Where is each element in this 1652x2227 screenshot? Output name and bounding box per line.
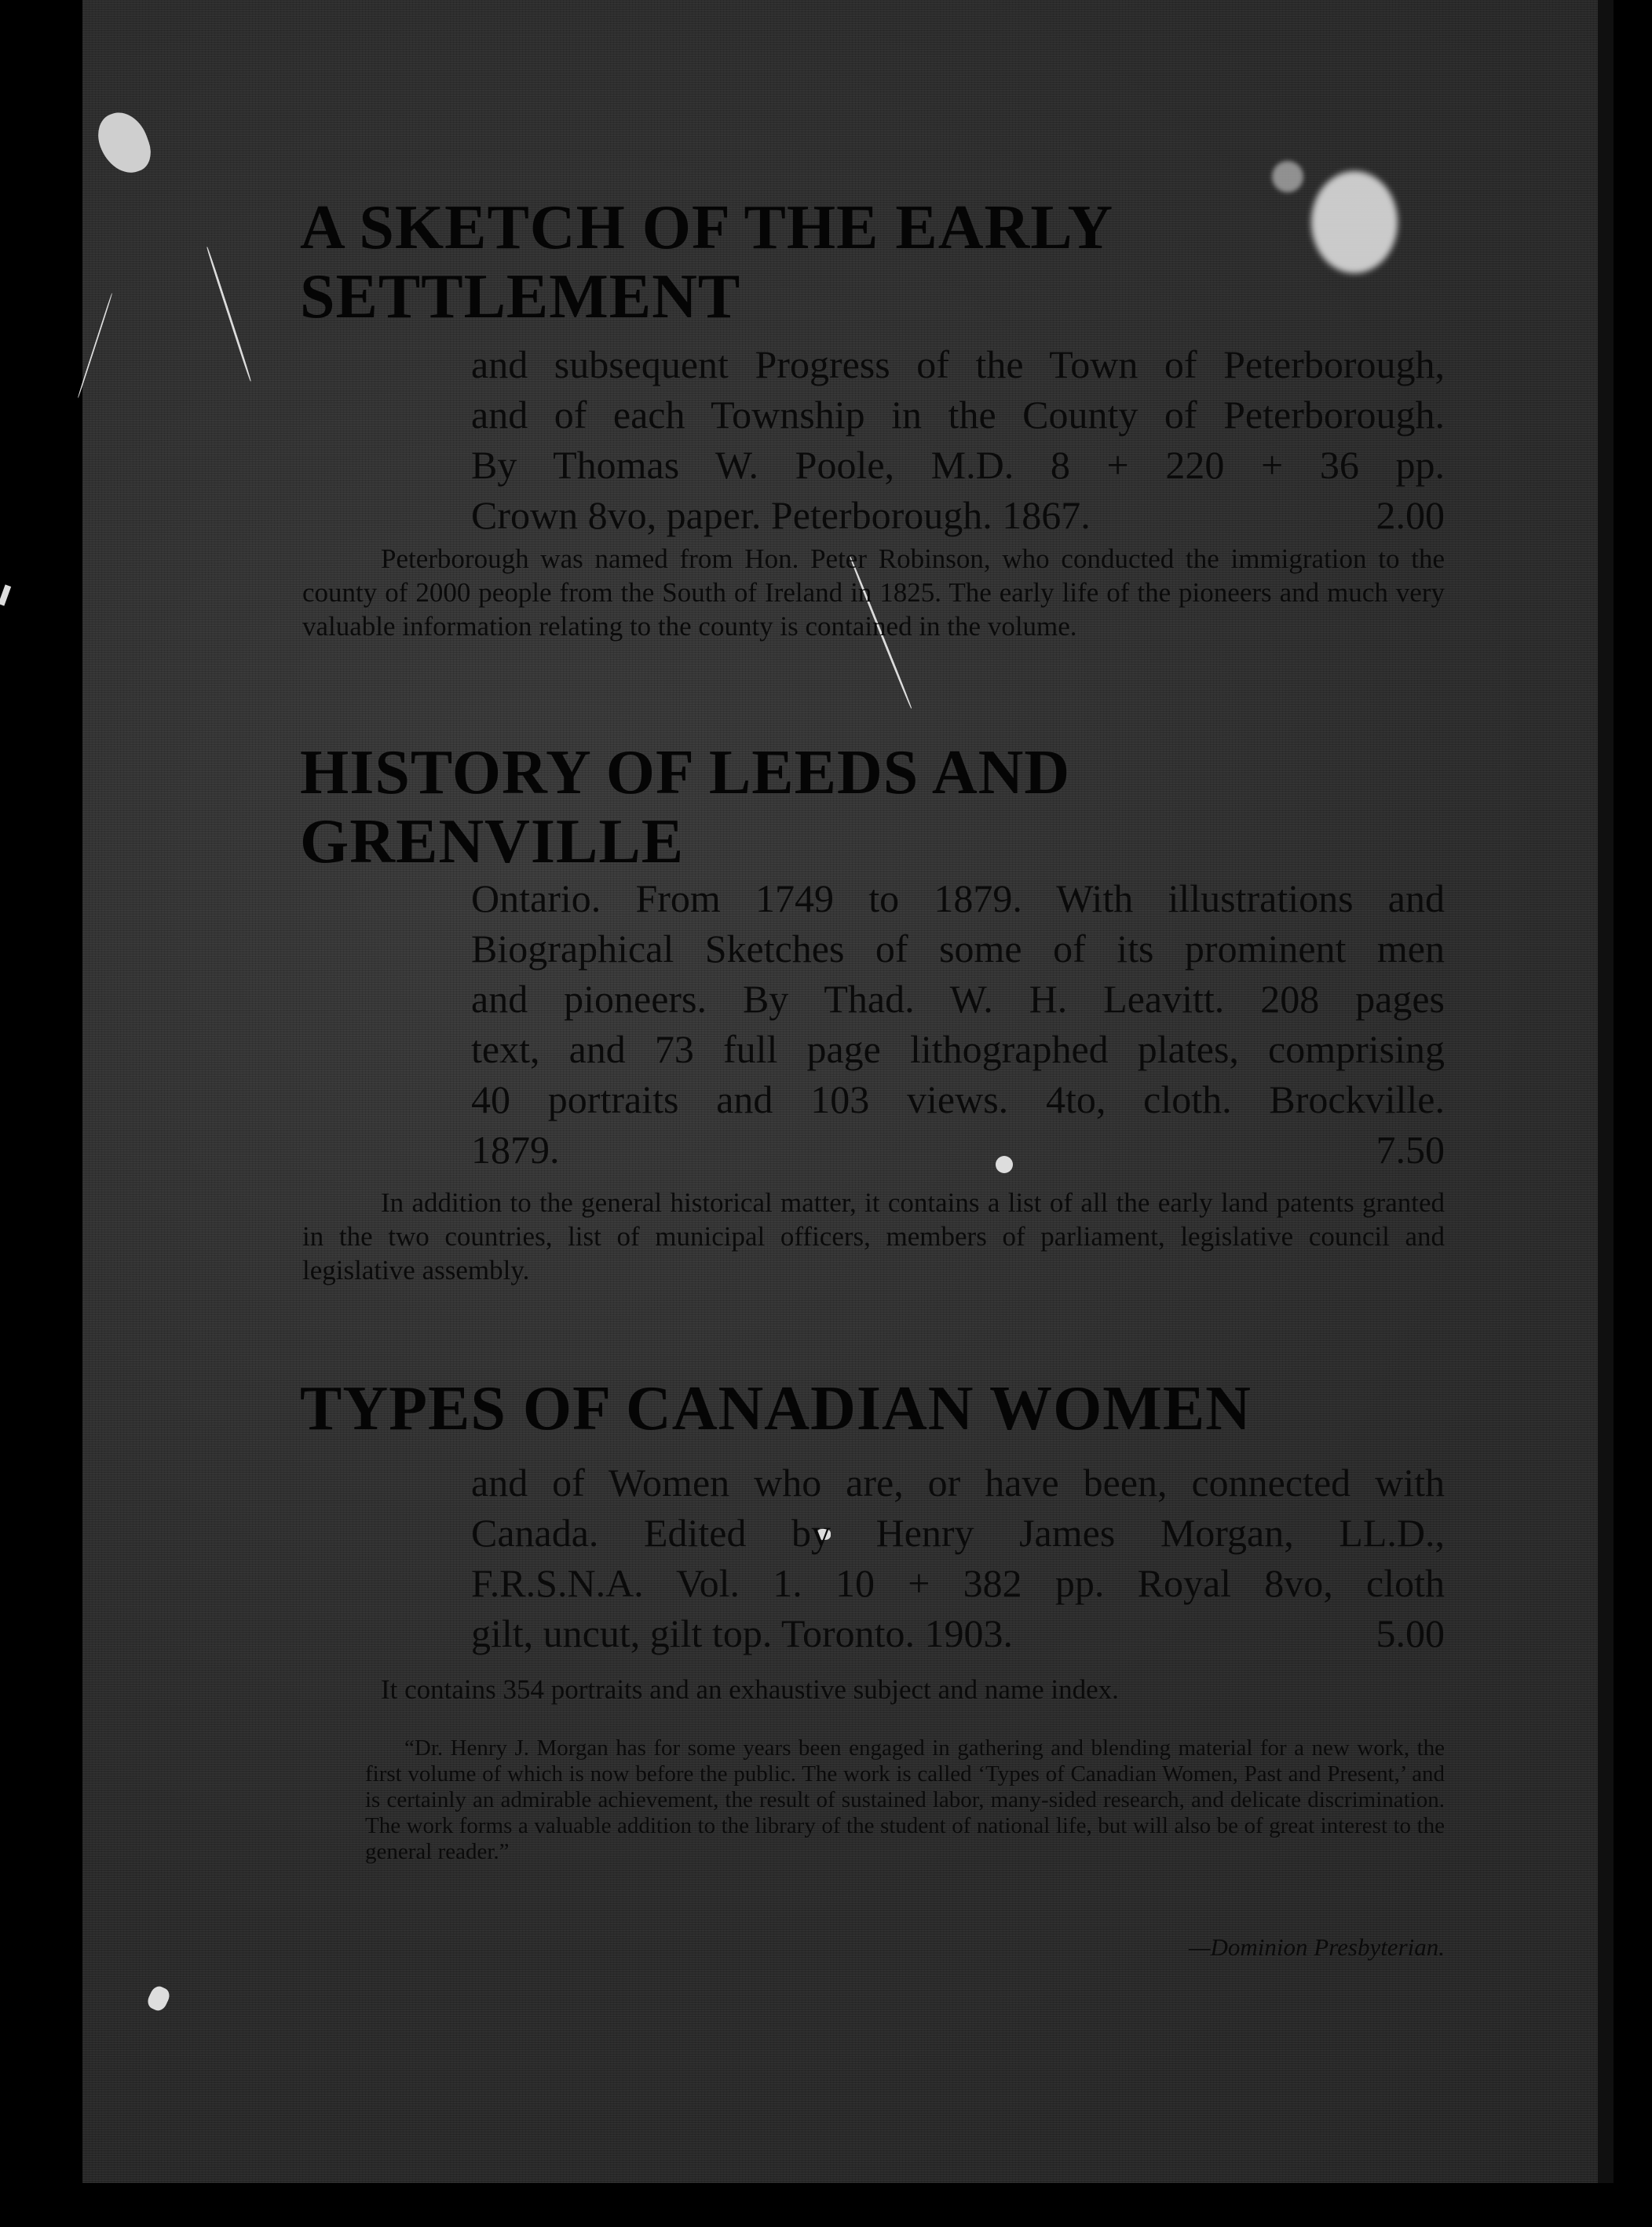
quote-attribution: —Dominion Presbyterian. [1188,1933,1445,1961]
details-line: Canada. Edited by Henry James Morgan, LL.D., [471,1511,1445,1555]
book-note: Peterborough was named from Hon. Peter Robinson, who conducted the immigration to the county of 2000 people from the South of Ireland in 1825. The early life of the pioneers and much very valuable information relating to the county is contained in the volume. [302,543,1445,642]
details-line: and subsequent Progress of the Town of Peterborough, [471,342,1445,386]
review-quote: “Dr. Henry J. Morgan has for some years been engaged in gathering and blending material for a new work, the first volume of which is now before the public. The work is called ‘Types of Canadian Women, Past and Present,’ and is certainly an admirable achievement, the result of sustained labor, many-sided research, and delicate discrimination. The work forms a valuable addition to the library of the student of national life, but will also be of great interest to the general reader.” [365,1735,1445,1864]
details-line: 1879. [471,1128,560,1172]
book-note: It contains 354 portraits and an exhaustive subject and name index. [381,1674,1119,1705]
details-line: 40 portraits and 103 views. 4to, cloth. Brockville. [471,1077,1445,1121]
details-line-with-price [471,490,1445,540]
details-line: F.R.S.N.A. Vol. 1. 10 + 382 pp. Royal 8vo, cloth [471,1561,1445,1605]
details-line: text, and 73 full page lithographed plates, comprising [471,1027,1445,1071]
details-line: and of Women who are, or have been, connected with [471,1461,1445,1505]
title-line: GRENVILLE [300,807,685,876]
book-title-leeds-grenville [300,738,1431,876]
details-line: gilt, uncut, gilt top. Toronto. 1903. [471,1611,1014,1655]
details-line: and of each Township in the County of Peterborough. [471,393,1445,437]
details-line-with-price [471,1124,1445,1175]
details-line-with-price [471,1608,1445,1658]
book-price: 5.00 [1376,1611,1445,1655]
details-line: Biographical Sketches of some of its prominent men [471,927,1445,971]
details-line: Crown 8vo, paper. Peterborough. 1867. [471,493,1091,537]
book-note: In addition to the general historical matter, it contains a list of all the early land patents granted in the two countries, list of municipal officers, members of parliament, legislative council and legislative assembly. [302,1187,1445,1285]
book-price: 7.50 [1376,1128,1445,1172]
book-details-canadian-women [471,1457,1445,1658]
details-line: and pioneers. By Thad. W. H. Leavitt. 208 pages [471,977,1445,1021]
title-line: TYPES OF CANADIAN WOMEN [300,1374,1252,1443]
title-line: HISTORY OF LEEDS AND [300,738,1071,807]
book-price: 2.00 [1376,493,1445,537]
title-line: A SKETCH OF THE EARLY [300,193,1114,262]
details-line: Ontario. From 1749 to 1879. With illustrations and [471,876,1445,920]
title-line: SETTLEMENT [300,262,741,331]
details-line: By Thomas W. Poole, M.D. 8 + 220 + 36 pp. [471,443,1445,487]
book-details-early-settlement [471,339,1445,540]
book-details-leeds-grenville [471,873,1445,1175]
book-title-early-settlement [300,193,1431,331]
book-title-canadian-women [300,1374,1431,1443]
